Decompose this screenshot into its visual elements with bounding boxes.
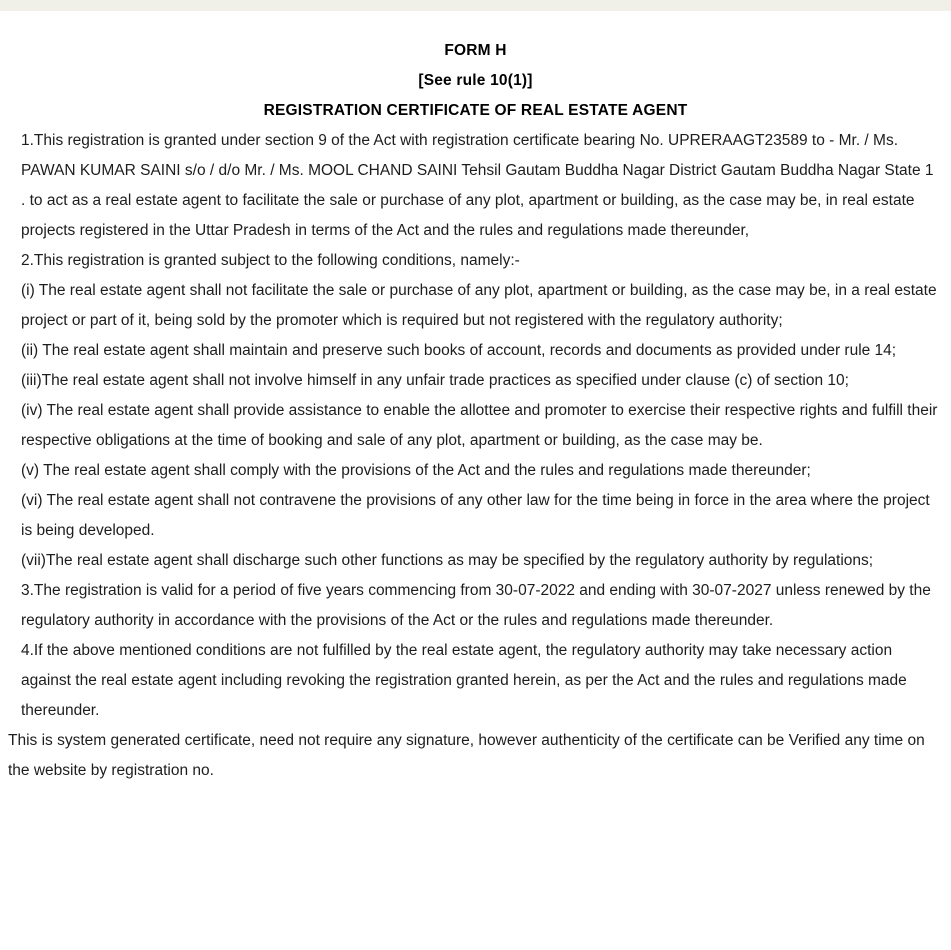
rule-reference: [See rule 10(1)] <box>418 72 533 89</box>
registration-certificate-document <box>0 11 951 786</box>
condition-vii: (vii)The real estate agent shall discharge such other functions as may be specified by the regulatory authority by regulations; <box>21 552 874 569</box>
condition-vi: (vi) The real estate agent shall not contravene the provisions of any other law for the time being in force in the area where the project is being developed. <box>21 492 930 539</box>
form-title: FORM H <box>444 42 507 59</box>
condition-iii: (iii)The real estate agent shall not involve himself in any unfair trade practices as specified under clause (c) of section 10; <box>21 372 849 389</box>
clause-2-conditions-intro: 2.This registration is granted subject to the following conditions, namely:- <box>21 252 520 269</box>
top-strip <box>0 0 951 11</box>
clause-1-grant-of-registration: 1.This registration is granted under section 9 of the Act with registration certificate bearing No. UPRERAAGT23589 to - Mr. / Ms. PAWAN KUMAR SAINI s/o / d/o Mr. / Ms. MOOL CHAND SAINI Tehsil Gautam Buddha Nagar District Gautam Buddha Nagar State 1 . to act as a real estate agent to facilitate the sale or purchase of any plot, apartment or building, as the case may be, in real estate projects registered in the Uttar Pradesh in terms of the Act and the rules and regulations made thereunder, <box>21 132 934 239</box>
condition-i: (i) The real estate agent shall not facilitate the sale or purchase of any plot, apartment or building, as the case may be, in a real estate project or part of it, being sold by the promoter which is required but not registered with the regulatory authority; <box>21 282 937 329</box>
clause-3-validity-period: 3.The registration is valid for a period of five years commencing from 30-07-2022 and ending with 30-07-2027 unless renewed by the regulatory authority in accordance with the provisions of the Act or the rules and regulations made thereunder. <box>21 582 931 629</box>
condition-ii: (ii) The real estate agent shall maintain and preserve such books of account, records and documents as provided under rule 14; <box>21 342 897 359</box>
condition-iv: (iv) The real estate agent shall provide assistance to enable the allottee and promoter to exercise their respective rights and fulfill their respective obligations at the time of booking and sale of any plot, apartment or building, as the case may be. <box>21 402 938 449</box>
condition-v: (v) The real estate agent shall comply with the provisions of the Act and the rules and regulations made thereunder; <box>21 462 811 479</box>
clause-4-revocation: 4.If the above mentioned conditions are not fulfilled by the real estate agent, the regulatory authority may take necessary action against the real estate agent including revoking the registration granted herein, as per the Act and the rules and regulations made thereunder. <box>21 642 907 719</box>
system-generated-note: This is system generated certificate, need not require any signature, however authenticity of the certificate can be Verified any time on the website by registration no. <box>8 732 925 779</box>
certificate-body <box>21 126 942 726</box>
certificate-title: REGISTRATION CERTIFICATE OF REAL ESTATE AGENT <box>263 102 688 119</box>
certificate-headings <box>0 11 951 126</box>
